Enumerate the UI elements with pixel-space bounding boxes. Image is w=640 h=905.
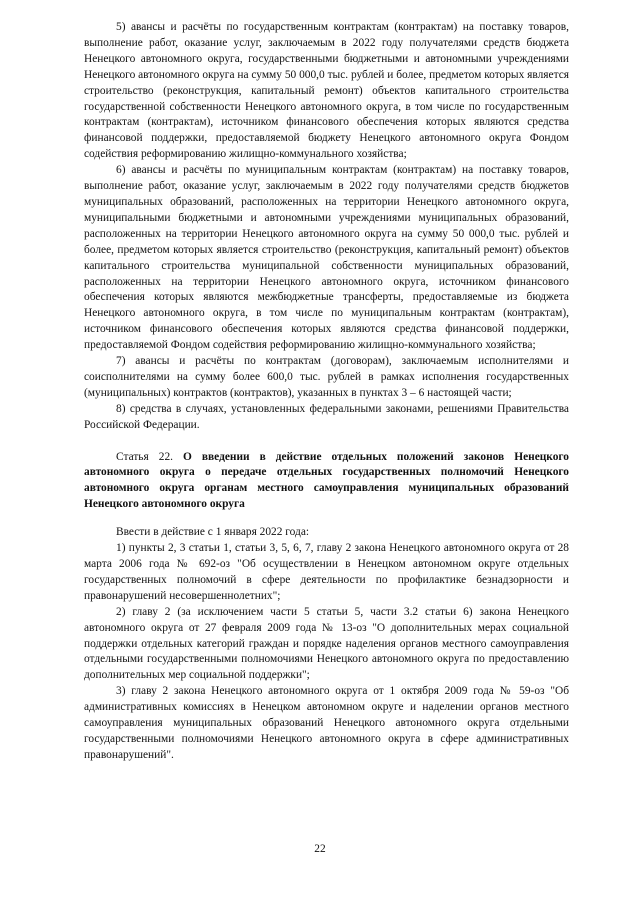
section-spacer xyxy=(84,434,569,450)
paragraph-item-8: 8) средства в случаях, установленных федеральными законами, решениями Правительства Российской Федерации. xyxy=(84,402,569,431)
article-heading xyxy=(84,450,569,514)
paragraph-item-5: 5) авансы и расчёты по государственным контрактам (контрактам) на поставку товаров, выполнение работ, оказание услуг, заключаемым в 2022 году получателями средств бюджета Ненецкого автономного округа, государственными бюджетными и автономными учреждениями Ненецкого автономного округа на сумму 50 000,0 тыс. рублей и более, предметом которых является строительство (реконструкция, капитальный ремонт) объектов капитального строительства государственной собственности Ненецкого автономного округа, в том числе по государственным контрактам (контрактам), источником финансового обеспечения которых являются средства финансовой поддержки, предоставляемой бюджету Ненецкого автономного округа Фондом содействия реформированию жилищно-коммунального хозяйства; xyxy=(84,21,569,161)
article-title: О введении в действие отдельных положений законов Ненецкого автономного округа о передаче отдельных государственных полномочий Ненецкого автономного округа органам местного самоуправления муниципальных образований Ненецкого автономного округа xyxy=(84,450,569,511)
paragraph-clause-3: 3) главу 2 закона Ненецкого автономного округа от 1 октября 2009 года № 59-оз "Об административных комиссиях в Ненецком автономном округе и наделении органов местного самоуправления муниципальных образований Ненецкого автономного округа отдельными государственными полномочиями Ненецкого автономного округа в сфере административных правонарушений". xyxy=(84,685,569,761)
section-spacer xyxy=(84,513,569,525)
article-number: Статья 22. xyxy=(116,450,183,463)
paragraph-clause-2: 2) главу 2 (за исключением части 5 статьи 5, части 3.2 статьи 6) закона Ненецкого автономного округа от 27 февраля 2009 года № 13-оз "О дополнительных мерах социальной поддержки отдельных категорий граждан и порядке наделения органов местного самоуправления отдельными государственными полномочиями Ненецкого автономного округа по предоставлению дополнительных мер социальной поддержки"; xyxy=(84,605,569,682)
page-number: 22 xyxy=(314,843,326,855)
paragraph-item-6: 6) авансы и расчёты по муниципальным контрактам (контрактам) на поставку товаров, выполнение работ, оказание услуг, заключаемым в 2022 году получателями средств бюджетов муниципальных образований, расположенных на территории Ненецкого автономного округа, муниципальными бюджетными и автономными учреждениями муниципальных образований, расположенных на территории Ненецкого автономного округа на сумму 50 000,0 тыс. рублей и более, предметом которых является строительство (реконструкция, капитальный ремонт) объектов капитального строительства муниципальной собственности муниципальных образований, расположенных на территории Ненецкого автономного округа, источником финансового обеспечения которых являются межбюджетные трансферты, предоставляемые из бюджета Ненецкого автономного округа, в том числе по муниципальным контрактам (контрактам), источником финансового обеспечения которых являются средства финансовой поддержки, предоставляемой Фондом содействия реформированию жилищно-коммунального хозяйства; xyxy=(84,164,569,352)
paragraph-item-7: 7) авансы и расчёты по контрактам (договорам), заключаемым исполнителями и соисполнителями на сумму более 600,0 тыс. рублей в рамках исполнения государственных (муниципальных) контрактов (контрактов), указанных в пунктах 3 – 6 настоящей части; xyxy=(84,355,569,399)
paragraph-intro: Ввести в действие с 1 января 2022 года: xyxy=(116,526,310,539)
paragraph-clause-1: 1) пункты 2, 3 статьи 1, статьи 3, 5, 6, 7, главу 2 закона Ненецкого автономного округа от 28 марта 2006 года № 692-оз "Об осуществлении в Ненецком автономном округе отдельных государственных полномочий в сфере деятельности по профилактике безнадзорности и правонарушений несовершеннолетних"; xyxy=(84,542,569,602)
document-page xyxy=(84,20,569,764)
